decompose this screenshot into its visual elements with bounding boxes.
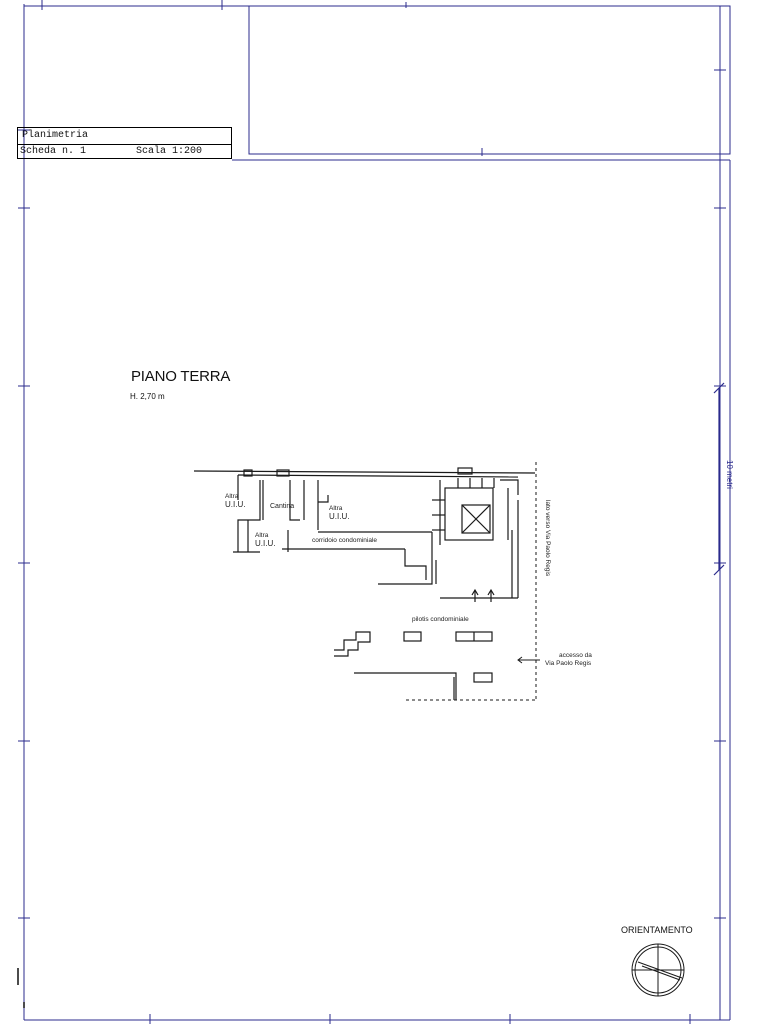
- room-altra-uiu-2: [329, 505, 349, 521]
- planimetria-label: Planimetria: [22, 130, 89, 141]
- room-altra-uiu-1: [225, 493, 245, 509]
- room-altra-uiu-2-line2: U.I.U.: [329, 512, 350, 521]
- room-altra-uiu-3-line2: U.I.U.: [255, 539, 276, 548]
- access-label-line2: Via Paolo Regis: [545, 660, 592, 667]
- scale-bar-label: 10 metri: [725, 460, 734, 489]
- orientation-label: ORIENTAMENTO: [621, 925, 693, 935]
- scale-label: Scala 1:200: [136, 146, 203, 157]
- room-altra-uiu-3: [255, 532, 275, 548]
- room-altra-uiu-1-line1: Altra: [225, 493, 239, 500]
- pilotis-label: pilotis condominiale: [412, 616, 469, 623]
- floor-height: H. 2,70 m: [130, 392, 165, 401]
- corridor-label: corridoio condominiale: [312, 537, 378, 544]
- room-altra-uiu-3-line1: Altra: [255, 532, 269, 539]
- access-label: [545, 652, 592, 668]
- compass-icon: [628, 942, 690, 998]
- access-label-line1: accesso da: [559, 652, 592, 659]
- floor-title: PIANO TERRA: [131, 368, 231, 385]
- room-cantina: Cantina: [270, 503, 295, 510]
- room-altra-uiu-2-line1: Altra: [329, 505, 343, 512]
- room-altra-uiu-1-line2: U.I.U.: [225, 500, 246, 509]
- sheet-number-label: Scheda n. 1: [20, 146, 87, 157]
- street-side-label: lato verso Via Paolo Regis: [544, 500, 551, 577]
